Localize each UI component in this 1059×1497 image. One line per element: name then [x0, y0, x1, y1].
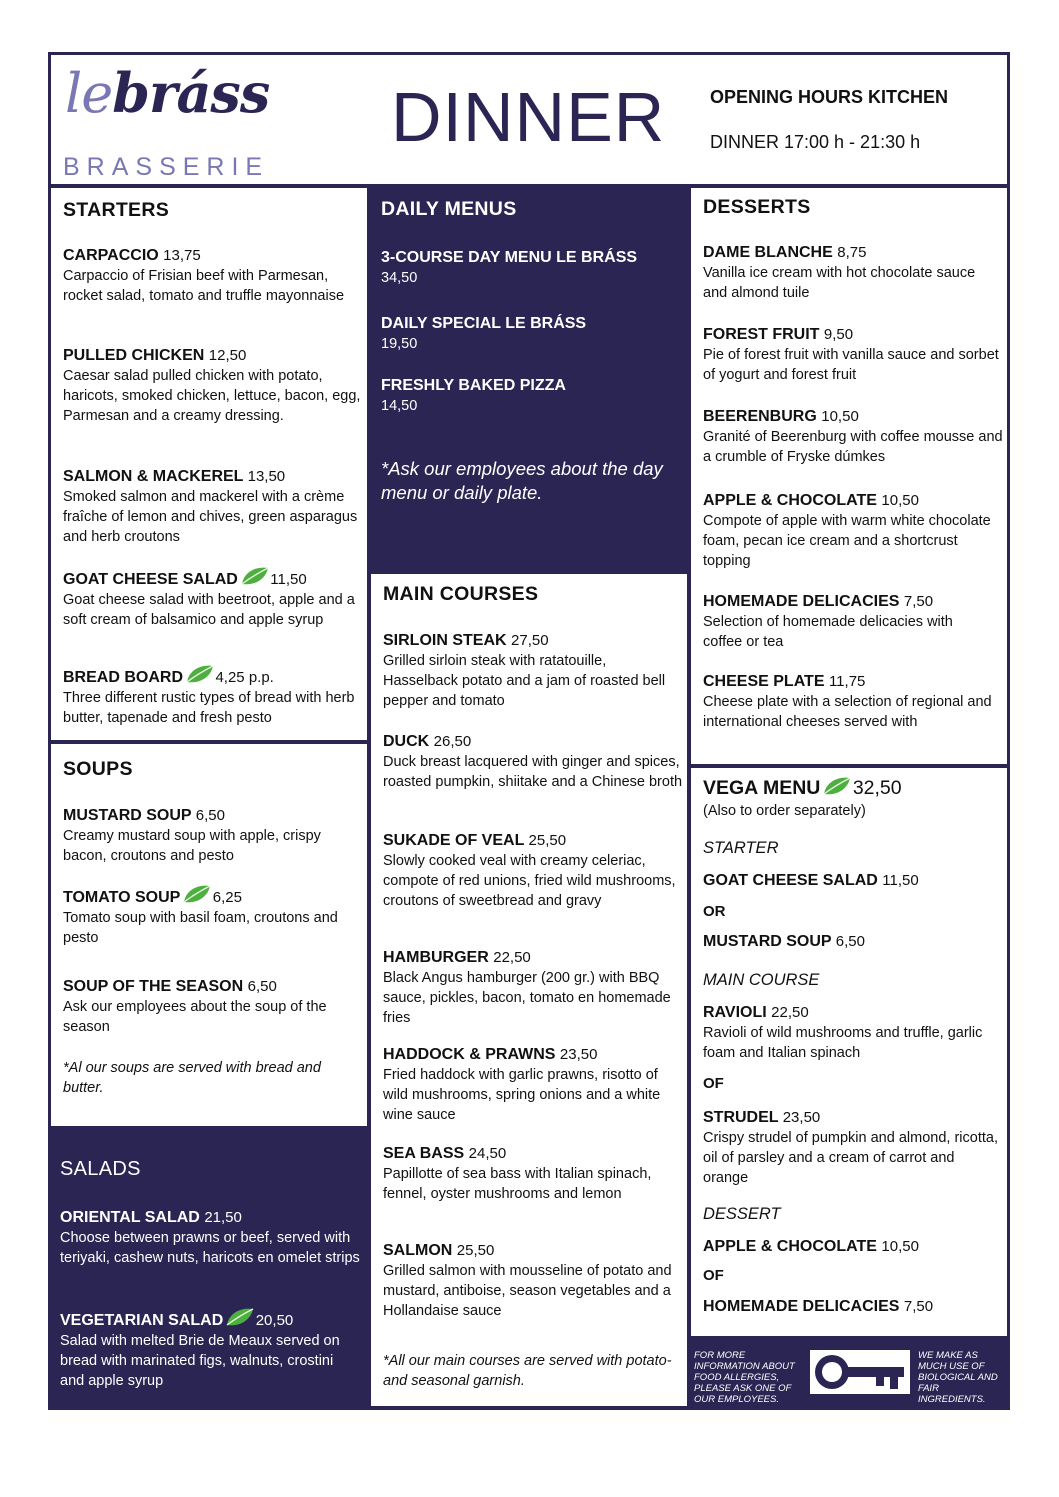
item-name: PULLED CHICKEN: [63, 347, 205, 364]
starters-panel: [51, 188, 367, 740]
desserts-panel: [691, 188, 1007, 764]
item-name: HOMEMADE DELICACIES: [703, 593, 900, 610]
item-price: 7,50: [903, 1298, 934, 1315]
soups-panel: [51, 744, 367, 1126]
menu-item: [63, 884, 363, 948]
item-name: BREAD BOARD: [63, 669, 183, 686]
menu-item: [63, 977, 363, 1037]
item-name: SIRLOIN STEAK: [383, 632, 507, 649]
menu-item: [63, 246, 363, 306]
key-icon: [810, 1350, 910, 1394]
logo: [65, 61, 269, 125]
section-title-main-courses: MAIN COURSES: [383, 583, 539, 605]
menu-item: [63, 467, 363, 547]
page-title: DINNER: [391, 78, 666, 156]
item-name: SOUP OF THE SEASON: [63, 978, 244, 995]
item-price: 10,50: [881, 1238, 919, 1255]
or-divider: OR: [703, 903, 726, 920]
menu-item: [383, 631, 683, 711]
menu-item: [703, 325, 1003, 385]
item-price: 10,50: [881, 492, 919, 509]
item-price: 6,25: [212, 889, 242, 906]
menu-header: [51, 55, 1007, 184]
menu-item: [703, 672, 1003, 732]
menu-item: [381, 314, 681, 354]
item-price: 6,50: [247, 978, 277, 995]
item-name: HADDOCK & PRAWNS: [383, 1046, 556, 1063]
menu-item: [703, 407, 1003, 467]
allergy-note: FOR MORE INFORMATION ABOUT FOOD ALLERGIES, PLEASE ASK ONE OF OUR EMPLOYEES.: [694, 1350, 795, 1405]
leaf-icon: [185, 664, 215, 684]
menu-item: [63, 346, 363, 426]
section-title-vega-menu: VEGA MENU: [703, 777, 821, 799]
item-name: FOREST FRUIT: [703, 326, 820, 343]
menu-item: [60, 1208, 360, 1268]
item-name: CHEESE PLATE: [703, 673, 825, 690]
item-description: Granité of Beerenburg with coffee mousse and a crumble of Fryske dúmkes: [703, 429, 1003, 465]
item-name: ORIENTAL SALAD: [60, 1209, 200, 1226]
item-description: Selection of homemade delicacies with coffee or tea: [703, 614, 953, 650]
item-price: 26,50: [433, 733, 472, 750]
item-name: DUCK: [383, 733, 430, 750]
item-description: Cheese plate with a selection of regional and international cheeses served with: [703, 694, 992, 730]
opening-hours-label: OPENING HOURS KITCHEN: [710, 87, 949, 107]
item-price: 13,50: [247, 468, 286, 485]
item-description: Slowly cooked veal with creamy celeriac, compote of red unions, fried wild mushrooms, croutons of sweetbread and gravy: [383, 853, 676, 909]
item-description: Duck breast lacquered with ginger and spices, roasted pumpkin, shiitake and a Chinese broth: [383, 754, 683, 790]
item-price: 9,50: [823, 326, 854, 343]
salads-section: [60, 1158, 141, 1181]
item-price: 6,50: [835, 933, 865, 950]
section-title-desserts: DESSERTS: [703, 196, 811, 218]
menu-item: [703, 932, 1003, 952]
item-description: Smoked salmon and mackerel with a crème fraîche of lemon and chives, green asparagus and herb croutons: [63, 489, 358, 545]
course-label-dessert: DESSERT: [703, 1205, 781, 1223]
menu-item: [60, 1307, 360, 1391]
menu-item: [381, 376, 681, 416]
item-description: Fried haddock with garlic prawns, risotto of wild mushrooms, spring onions and a white wine sauce: [383, 1067, 661, 1123]
item-description: Papillotte of sea bass with Italian spinach, fennel, oyster mushrooms and lemon: [383, 1166, 652, 1202]
item-description: Ravioli of wild mushrooms and truffle, garlic foam and Italian spinach: [703, 1025, 983, 1061]
item-description: Pie of forest fruit with vanilla sauce and sorbet of yogurt and forest fruit: [703, 347, 999, 383]
item-description: Compote of apple with warm white chocolate foam, pecan ice cream and a shortcrust topping: [703, 513, 991, 569]
item-price: 11,75: [828, 673, 866, 690]
item-price: 10,50: [821, 408, 859, 425]
item-name: TOMATO SOUP: [63, 889, 181, 906]
item-price: 20,50: [255, 1312, 294, 1329]
item-price: 11,50: [270, 571, 307, 588]
vega-menu-heading: [703, 776, 902, 800]
item-price: 11,50: [882, 872, 919, 889]
section-title-salads: SALADS: [60, 1158, 141, 1180]
or-divider: OF: [703, 1267, 724, 1284]
item-price: 21,50: [204, 1209, 242, 1226]
leaf-icon: [240, 566, 270, 586]
item-price: 7,50: [903, 593, 934, 610]
item-description: Three different rustic types of bread with herb butter, tapenade and fresh pesto: [63, 690, 355, 726]
item-price: 22,50: [493, 949, 531, 966]
item-name: DAILY SPECIAL LE BRÁSS: [381, 315, 587, 332]
item-name: STRUDEL: [703, 1109, 779, 1126]
section-title-starters: STARTERS: [63, 199, 170, 221]
item-description: Ask our employees about the soup of the season: [63, 999, 327, 1035]
item-price: 23,50: [559, 1046, 598, 1063]
item-price: 25,50: [528, 832, 567, 849]
leaf-icon: [182, 884, 212, 904]
item-price: 4,25 p.p.: [215, 669, 274, 686]
logo-subtitle: BRASSERIE: [63, 153, 270, 181]
item-description: Caesar salad pulled chicken with potato, haricots, smoked chicken, lettuce, bacon, egg, Parmesan and a creamy dressing.: [63, 368, 361, 424]
soups-note: *Al our soups are served with bread and butter.: [63, 1060, 321, 1096]
logo-le: le: [65, 62, 113, 125]
item-description: Crispy strudel of pumpkin and almond, ricotta, oil of parsley and a cream of carrot and orange: [703, 1130, 998, 1186]
section-title-soups: SOUPS: [63, 758, 133, 780]
menu-item: [383, 948, 683, 1028]
item-name: SALMON & MACKEREL: [63, 468, 244, 485]
item-description: Vanilla ice cream with hot chocolate sauce and almond tuile: [703, 265, 976, 301]
menu-item: [703, 243, 1003, 303]
item-description: Tomato soup with basil foam, croutons and pesto: [63, 910, 338, 946]
item-name: RAVIOLI: [703, 1004, 767, 1021]
menu-item: [383, 1241, 683, 1321]
menu-item: [703, 871, 1003, 891]
vega-menu-subtitle: (Also to order separately): [703, 803, 866, 819]
item-name: HOMEMADE DELICACIES: [703, 1298, 900, 1315]
menu-item: [63, 566, 363, 630]
item-name: MUSTARD SOUP: [63, 807, 192, 824]
item-name: CARPACCIO: [63, 247, 159, 264]
menu-item: [703, 1108, 1003, 1188]
item-name: FRESHLY BAKED PIZZA: [381, 377, 566, 394]
menu-item: [703, 491, 1003, 571]
item-price: 19,50: [381, 336, 418, 352]
menu-item: [383, 1144, 683, 1204]
item-price: 24,50: [468, 1145, 507, 1162]
item-price: 34,50: [381, 270, 418, 286]
item-description: Grilled sirloin steak with ratatouille, Hasselback potato and a jam of roasted bell pepper and tomato: [383, 653, 666, 709]
section-title-daily-menus: DAILY MENUS: [381, 198, 517, 220]
opening-hours-value: DINNER 17:00 h - 21:30 h: [710, 132, 921, 152]
vega-menu-panel: [691, 768, 1007, 1336]
leaf-icon: [822, 776, 852, 796]
item-price: 6,50: [195, 807, 225, 824]
menu-item: [383, 1045, 683, 1125]
item-price: 27,50: [511, 632, 549, 649]
item-name: SALMON: [383, 1242, 453, 1259]
item-name: GOAT CHEESE SALAD: [63, 571, 238, 588]
item-name: DAME BLANCHE: [703, 244, 833, 261]
menu-item: [703, 1297, 1003, 1317]
item-name: APPLE & CHOCOLATE: [703, 1238, 877, 1255]
item-name: SUKADE OF VEAL: [383, 832, 525, 849]
or-divider: OF: [703, 1075, 724, 1092]
course-label-starter: STARTER: [703, 839, 779, 857]
item-price: 22,50: [771, 1004, 809, 1021]
menu-item: [703, 592, 1003, 652]
biological-note: WE MAKE AS MUCH USE OF BIOLOGICAL AND FAIR INGREDIENTS.: [918, 1350, 998, 1405]
item-price: 14,50: [381, 398, 418, 414]
item-description: Carpaccio of Frisian beef with Parmesan, rocket salad, tomato and truffle mayonnaise: [63, 268, 345, 304]
item-description: Black Angus hamburger (200 gr.) with BBQ sauce, pickles, bacon, tomato en homemade fries: [383, 970, 671, 1026]
menu-item: [383, 732, 683, 792]
item-description: Goat cheese salad with beetroot, apple and a soft cream of balsamico and apple syrup: [63, 592, 355, 628]
course-label-main: MAIN COURSE: [703, 971, 820, 989]
logo-brass: bráss: [112, 61, 270, 125]
menu-item: [63, 664, 363, 728]
menu-item: [381, 248, 681, 288]
item-price: 12,50: [208, 347, 247, 364]
item-description: Creamy mustard soup with apple, crispy bacon, croutons and pesto: [63, 828, 321, 864]
vega-menu-price: 32,50: [852, 777, 902, 799]
leaf-icon: [225, 1307, 255, 1327]
item-name: SEA BASS: [383, 1145, 465, 1162]
item-price: 23,50: [782, 1109, 821, 1126]
item-name: MUSTARD SOUP: [703, 933, 832, 950]
menu-item: [383, 831, 683, 911]
menu-item: [703, 1237, 1003, 1257]
item-name: BEERENBURG: [703, 408, 817, 425]
item-name: APPLE & CHOCOLATE: [703, 492, 877, 509]
menu-item: [63, 806, 363, 866]
item-price: 25,50: [456, 1242, 495, 1259]
item-name: GOAT CHEESE SALAD: [703, 872, 878, 889]
item-name: VEGETARIAN SALAD: [60, 1312, 224, 1329]
item-description: Choose between prawns or beef, served with teriyaki, cashew nuts, haricots en omelet strips: [60, 1230, 360, 1266]
main-courses-note: *All our main courses are served with potato- and seasonal garnish.: [383, 1353, 672, 1389]
menu-item: [703, 1003, 1003, 1063]
item-description: Salad with melted Brie de Meaux served on bread with marinated figs, walnuts, crostini and apple syrup: [60, 1333, 340, 1389]
item-name: 3-COURSE DAY MENU LE BRÁSS: [381, 249, 638, 266]
main-courses-panel: [371, 574, 687, 1406]
daily-menus-note: *Ask our employees about the day menu or daily plate.: [381, 458, 663, 503]
item-price: 8,75: [837, 244, 867, 261]
item-name: HAMBURGER: [383, 949, 489, 966]
item-description: Grilled salmon with mousseline of potato and mustard, antiboise, season vegetables and a Hollandaise sauce: [383, 1263, 672, 1319]
item-price: 13,75: [163, 247, 201, 264]
